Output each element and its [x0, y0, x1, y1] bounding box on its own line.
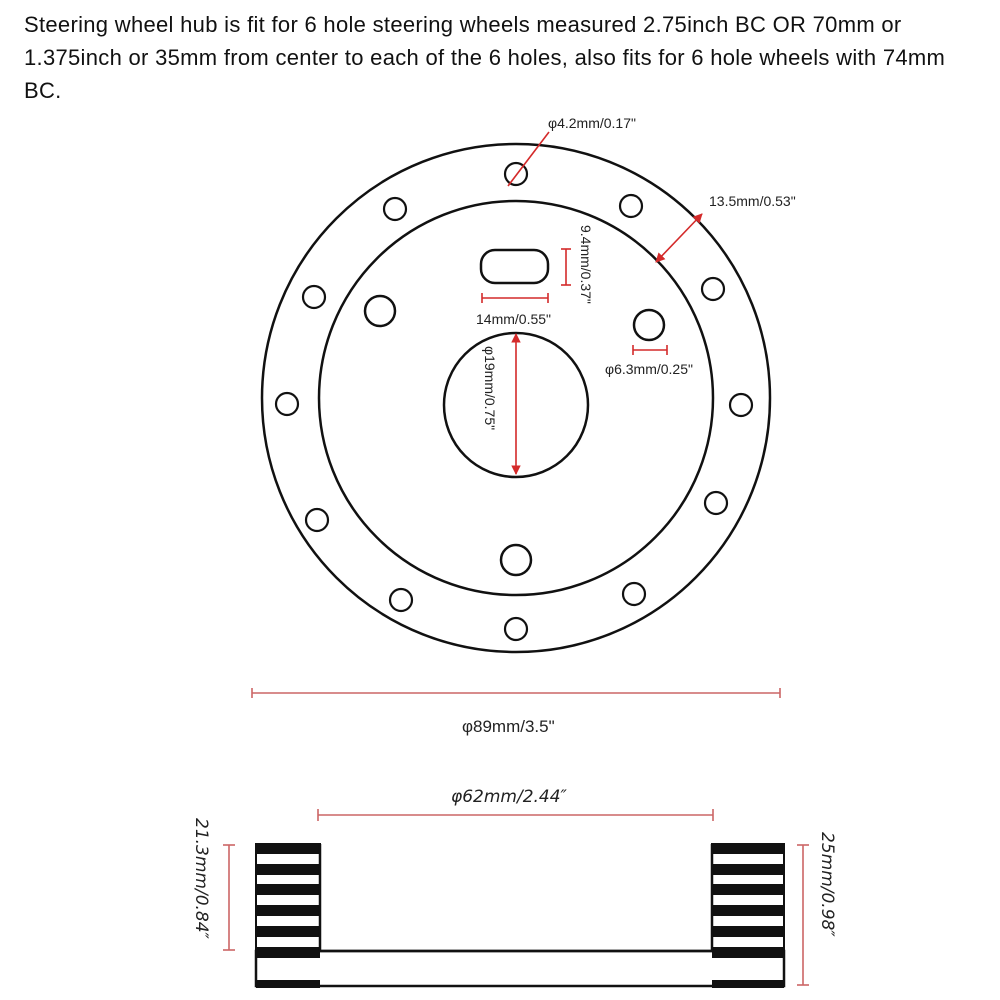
base-plate	[256, 951, 784, 986]
bolt-hole-diameter-label: φ4.2mm/0.17"	[548, 115, 636, 131]
bolt-hole	[276, 393, 298, 415]
caption-text: Steering wheel hub is fit for 6 hole steering wheels measured 2.75inch BC OR 70mm or 1.375inch or 35mm from center to each of the 6 holes, also fits for 6 hole wheels with 74mm BC.	[24, 12, 946, 103]
inner-hole	[365, 296, 395, 326]
slot-width-label: 14mm/0.55"	[476, 311, 552, 327]
left-height-label: 21.3mm/0.84″	[191, 818, 211, 939]
bolt-hole	[505, 618, 527, 640]
slot-outline	[481, 250, 548, 283]
side-view	[256, 844, 784, 988]
bolt-hole	[620, 195, 642, 217]
ring-width-arrow	[656, 214, 702, 262]
slot-height-label: 9.4mm/0.37"	[578, 225, 594, 304]
bolt-hole	[705, 492, 727, 514]
outer-diameter-dim	[252, 688, 780, 698]
center-bore-label: φ19mm/0.75"	[482, 346, 498, 431]
inner-step-diameter-label: φ62mm/2.44″	[451, 787, 567, 807]
bolt-hole	[623, 583, 645, 605]
outer-diameter-label: φ89mm/3.5"	[462, 717, 555, 736]
inner-hole	[634, 310, 664, 340]
outer-bolt-holes	[276, 163, 752, 640]
right-height-label: 25mm/0.98″	[817, 832, 837, 937]
inner-hole	[501, 545, 531, 575]
bolt-hole	[303, 286, 325, 308]
bolt-hole	[390, 589, 412, 611]
bolt-hole	[702, 278, 724, 300]
ring-width-label: 13.5mm/0.53"	[709, 193, 796, 209]
bolt-hole	[306, 509, 328, 531]
small-hole-diameter-label: φ6.3mm/0.25"	[605, 361, 693, 377]
bolt-hole	[384, 198, 406, 220]
inner-holes	[365, 296, 664, 575]
bolt-hole	[730, 394, 752, 416]
bolt-hole-leader	[508, 132, 549, 186]
